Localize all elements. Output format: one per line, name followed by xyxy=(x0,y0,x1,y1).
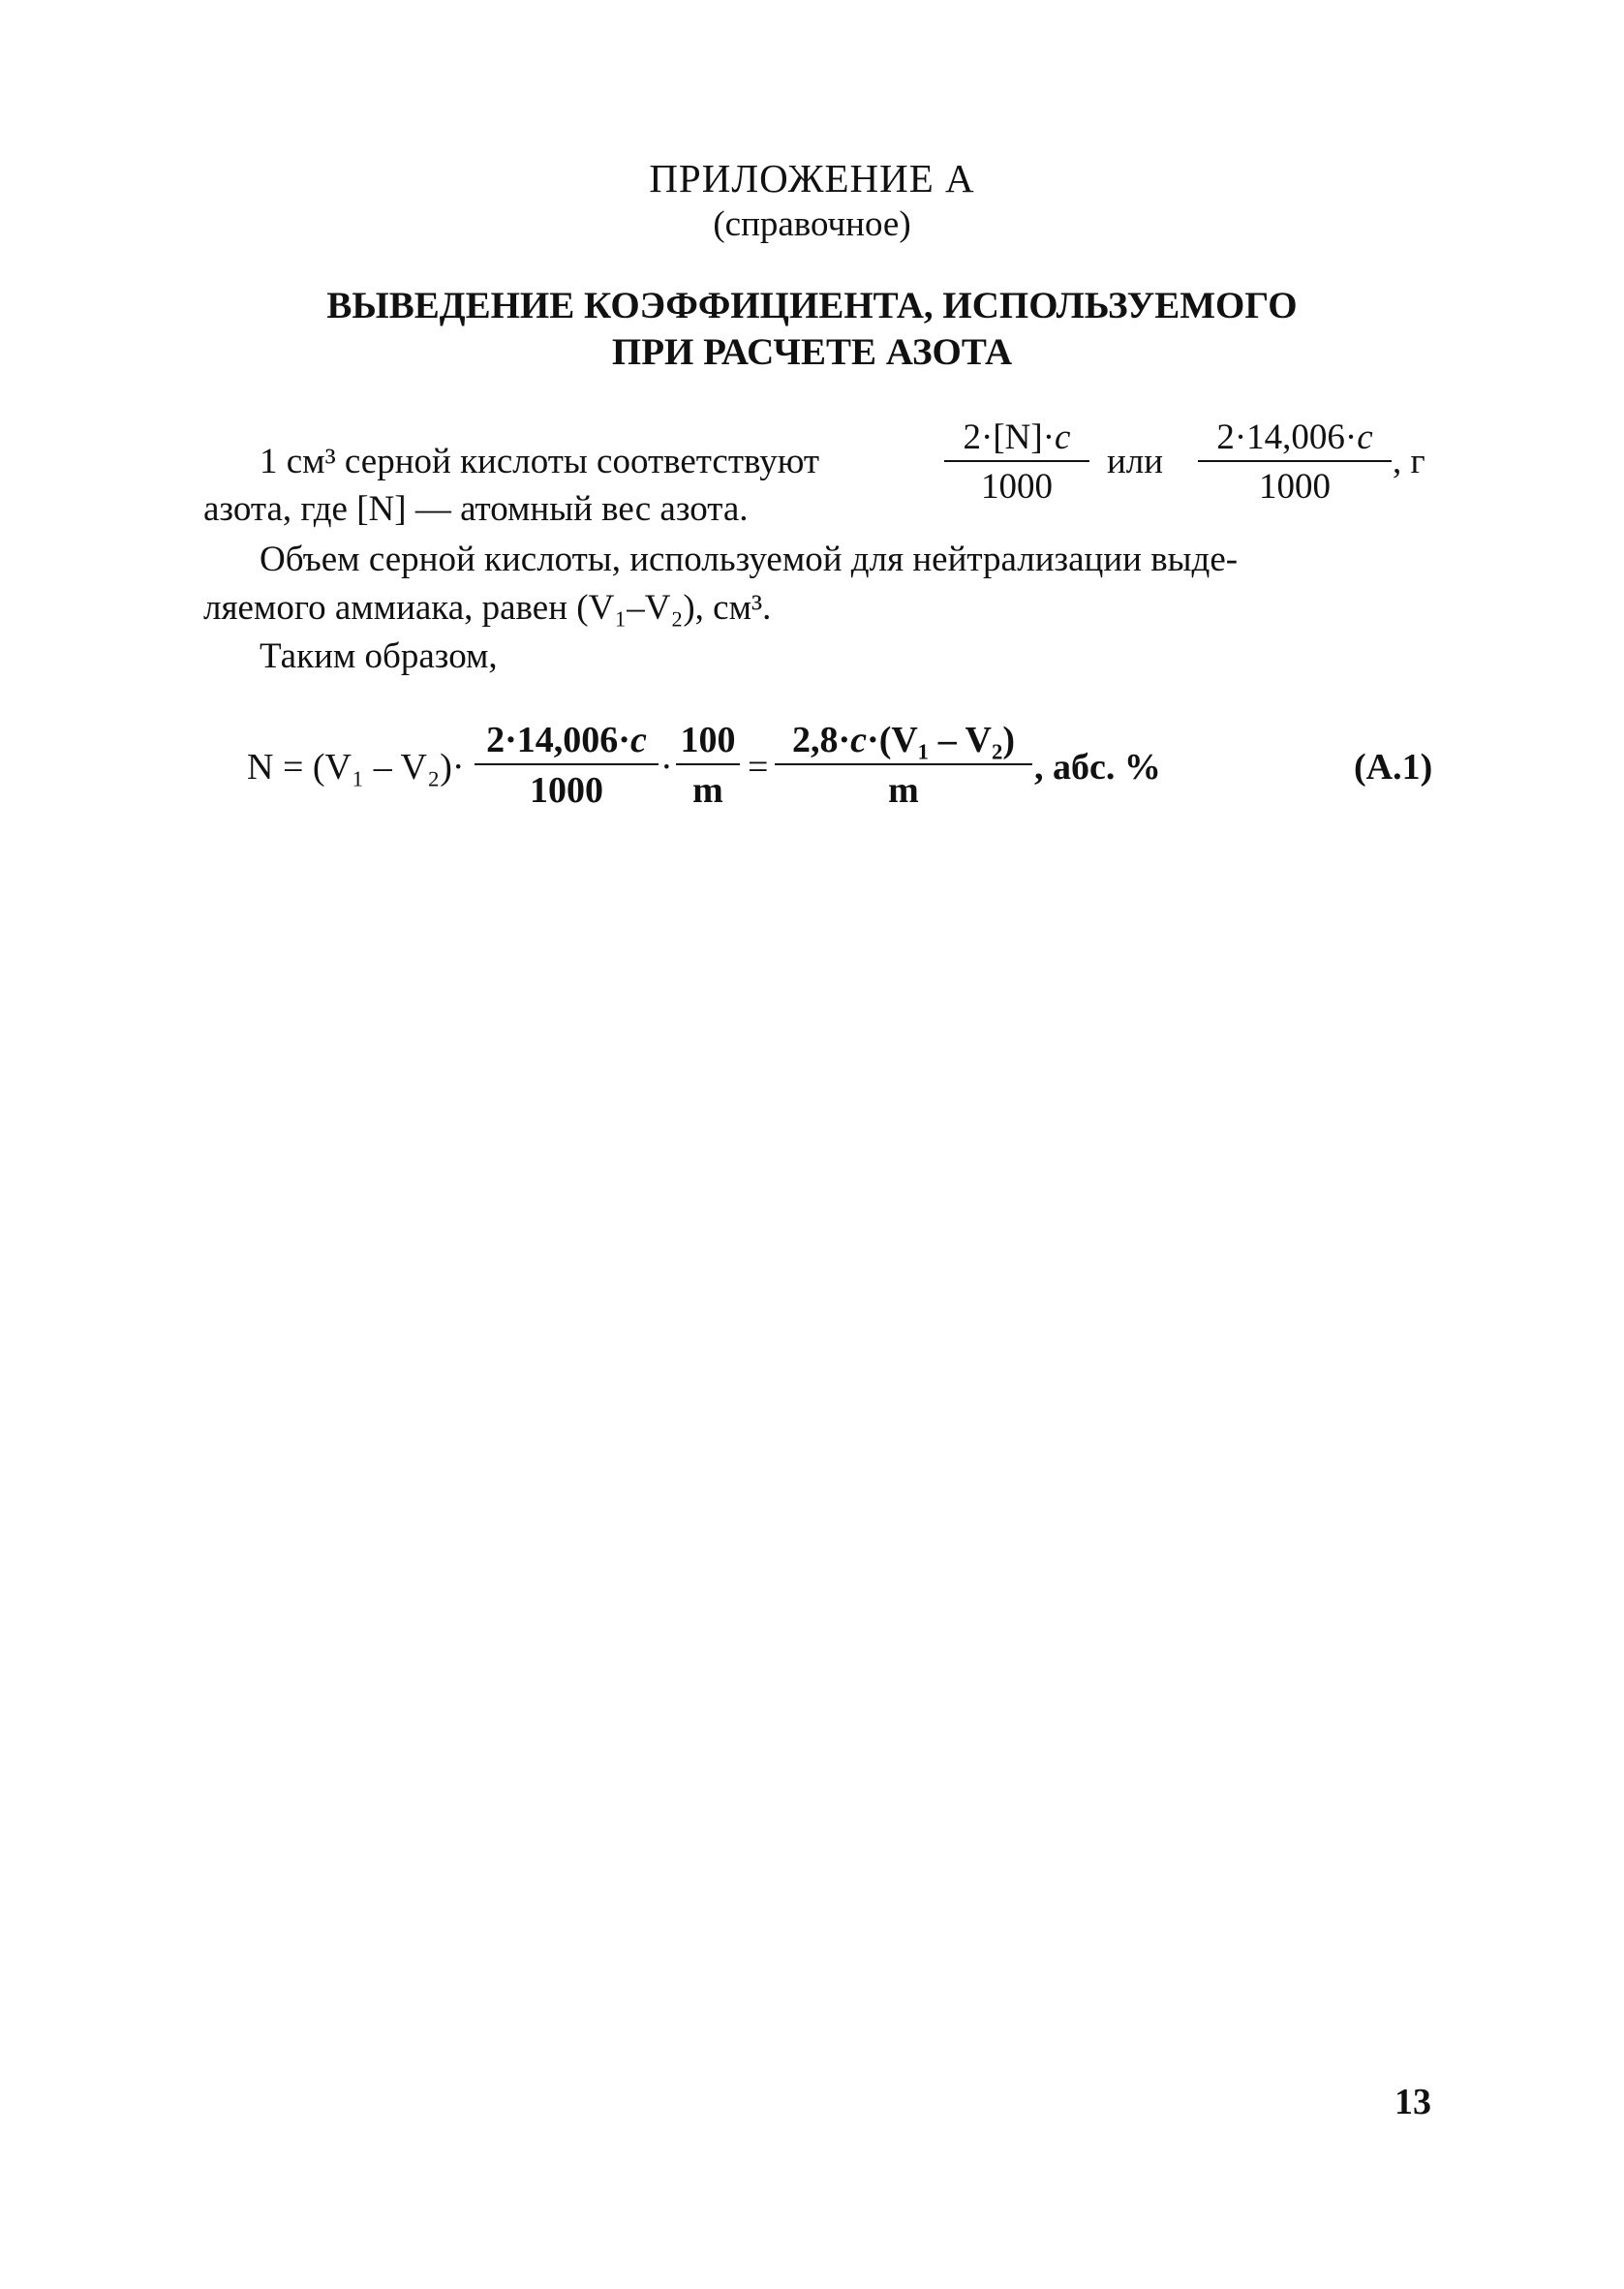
fraction-denominator: 1000 xyxy=(981,467,1053,507)
para1-fraction-2 xyxy=(1198,417,1392,508)
fraction-numerator: 2,8·c·(V₁ – V₂) xyxy=(791,720,1016,760)
fraction-denominator: 1000 xyxy=(1259,467,1331,507)
fraction-denominator: m xyxy=(692,770,723,811)
para1-continuation: азота, где [N] — атомный вес азота. xyxy=(203,489,749,529)
fraction-numerator: 2·14,006·c xyxy=(1216,418,1373,457)
fraction-numerator: 100 xyxy=(680,720,736,760)
formula-fraction-1 xyxy=(475,719,659,812)
para3-text: Таким образом, xyxy=(260,636,498,676)
para1-fraction-1 xyxy=(944,417,1089,508)
fraction-numerator: 2·[N]·c xyxy=(963,418,1071,457)
formula-fraction-2 xyxy=(676,719,740,812)
para2-line-1: Объем серной кислоты, используемой для нейтрализации выде- xyxy=(260,540,1239,579)
fraction-numerator: 2·14,006·c xyxy=(486,720,647,760)
para2-line-2: ляемого аммиака, равен (V₁–V₂), см³. xyxy=(203,588,772,628)
appendix-title: ПРИЛОЖЕНИЕ А xyxy=(649,156,975,201)
formula-dot: · xyxy=(660,747,673,788)
appendix-note: (справочное) xyxy=(713,204,911,244)
formula-unit: , абс. % xyxy=(1034,747,1161,788)
formula-equals: = xyxy=(748,747,769,788)
fraction-denominator: m xyxy=(888,770,919,811)
page-number: 13 xyxy=(1394,2082,1431,2122)
para1-or: или xyxy=(1107,442,1164,481)
para1-unit: , г xyxy=(1393,442,1425,481)
formula-lhs: N = (V₁ – V₂)· xyxy=(247,747,465,788)
para1-start: 1 см³ серной кислоты соответствуют xyxy=(260,442,820,481)
fraction-denominator: 1000 xyxy=(530,770,603,811)
section-heading xyxy=(0,283,1624,376)
heading-line-2: ПРИ РАСЧЕТЕ АЗОТА xyxy=(611,331,1013,373)
formula-fraction-3 xyxy=(775,719,1032,812)
formula-label: (А.1) xyxy=(1354,747,1433,788)
heading-line-1: ВЫВЕДЕНИЕ КОЭФФИЦИЕНТА, ИСПОЛЬЗУЕМОГО xyxy=(326,285,1298,326)
